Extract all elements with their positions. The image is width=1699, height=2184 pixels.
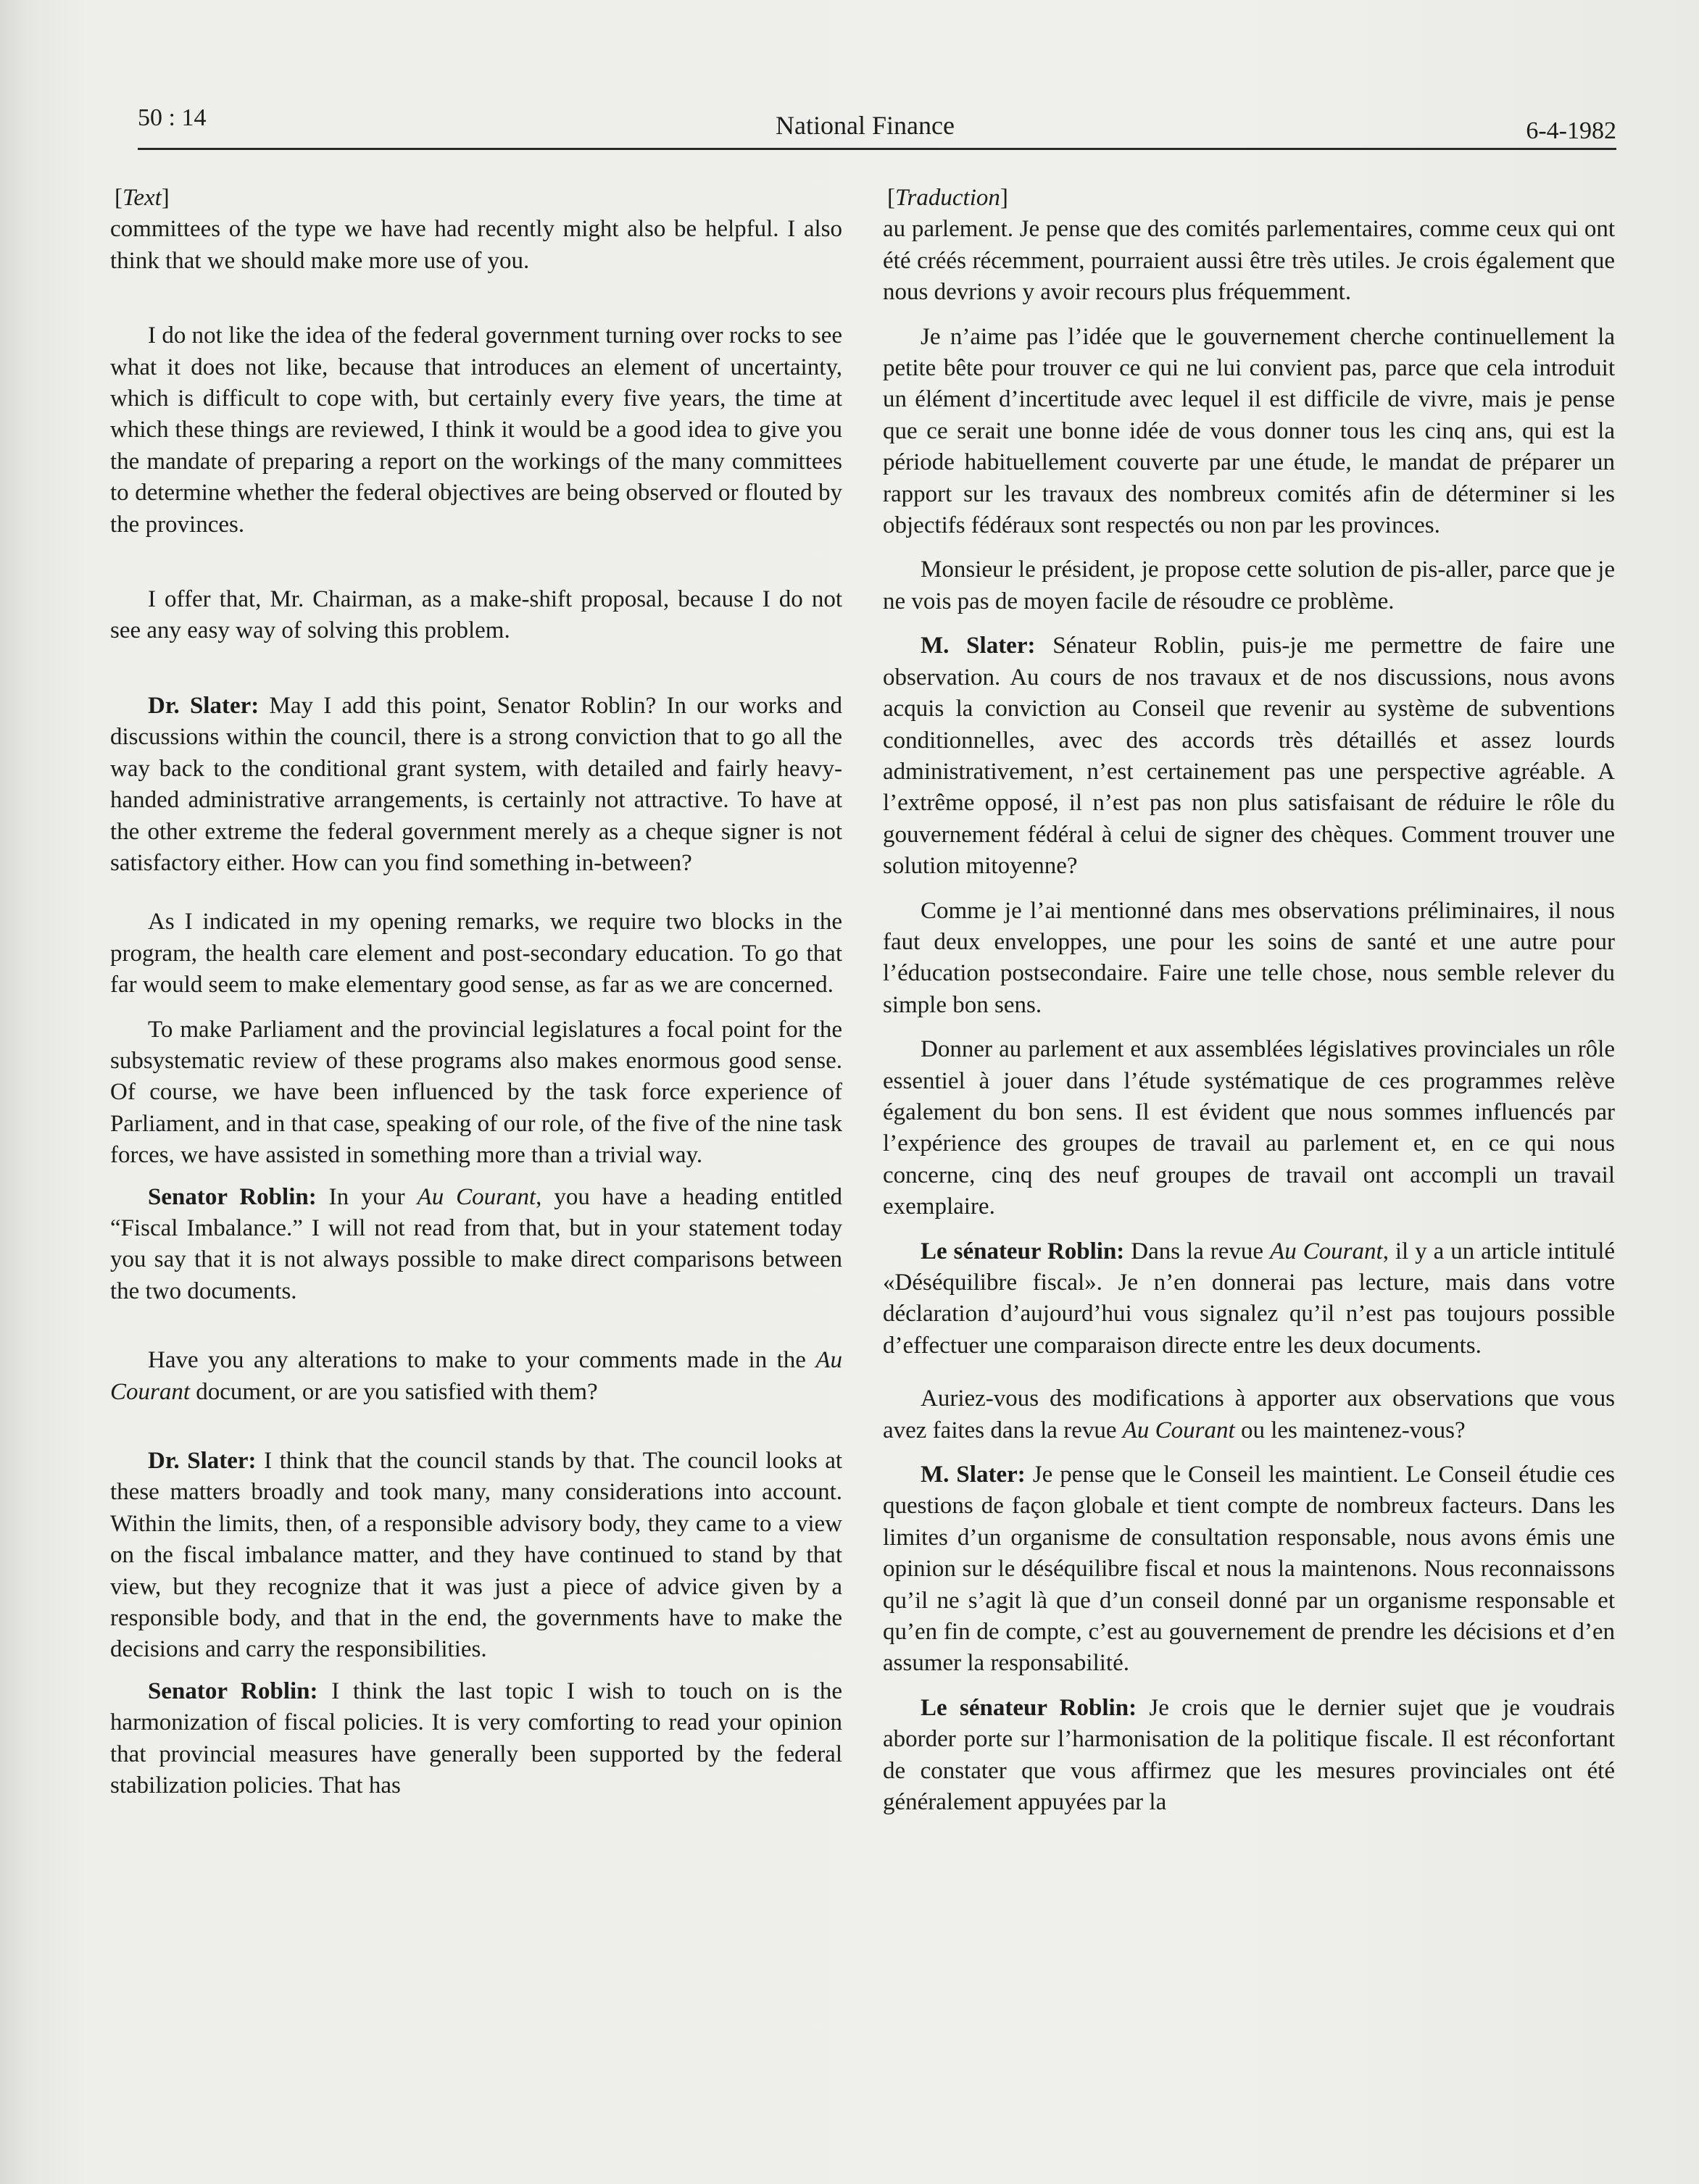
french-column [883,183,1615,1819]
publication-name: Au Courant [417,1183,536,1210]
speech-text: Je pense que le Conseil les maintient. Le Conseil étudie ces questions de façon globale et tient compte de nombreux facteurs. Dans les limites d’un organisme de consultation responsable, nous avons émis une opinion sur le déséquilibre fiscal et nous la maintenons. Nous reconnaissons qu’il ne s’agit là que d’un conseil donné par un organisme responsable et qu’en fin de compte, c’est au gouvernement de prendre les décisions et d’en assumer la responsabilité. [883,1462,1615,1677]
publication-name: Au Courant [1270,1238,1383,1264]
page-date: 6-4-1982 [1526,117,1616,144]
speech-text: I think that the council stands by that. The council looks at these matters broadly and took many, many considerations into account. Within the limits, then, of a responsible advisory body, they came to a view on the fiscal imbalance matter, and they have continued to stand by that view, but they recognize that it was just a piece of advice given by a responsible body, and that in the end, the governments have to make the decisions and carry the responsibilities. [110,1448,843,1663]
paragraph [110,691,842,879]
paragraph [110,1182,842,1308]
speech-pre: In your [328,1183,405,1210]
paragraph [110,1676,842,1802]
paragraph: Monsieur le président, je propose cette solution de pis-aller, parce que je ne vois pas de moyen facile de résoudre ce problème. [883,557,1615,614]
publication-title: National Finance [776,111,955,140]
paragraph: au parlement. Je pense que des comités parlementaires, comme ceux qui ont été créés récemment, pourraient aussi être très utiles. Je crois également que nous devrions y avoir recours plus fréquemment. [883,216,1615,306]
paragraph: As I indicated in my opening remarks, we require two blocks in the program, the health care element and post-secondary education. To go that far would seem to make elementary good sense, as far as we are concerned. [110,909,842,999]
speech-pre: Have you any alterations to make to your comments made in the [148,1347,806,1374]
speaker-name: Dr. Slater: [148,1448,257,1474]
speech-text: ou les maintenez-vous? [1240,1417,1466,1443]
page-header [138,101,1616,145]
paragraph: Donner au parlement et aux assemblées législatives provinciales un rôle essentiel à jouer dans l’étude systématique de ces programmes relève également du bon sens. Il est évident que nous sommes influencés par l’expérience des groupes de travail au parlement et, en ce qui nous concerne, cinq des neuf groupes de travail ont accompli un travail exemplaire. [883,1036,1615,1220]
speech-pre: Dans la revue [1131,1238,1264,1264]
speech-text: I think the last topic I wish to touch on is the harmonization of fiscal policies. It is very comforting to read your opinion that provincial measures have generally been supported by the federal stabilization policies. That has [110,1677,843,1799]
speech-text: May I add this point, Senator Roblin? In our works and discussions within the council, there is a strong conviction that to go all the way back to the conditional grant system, with detailed and fairly heavy-handed administrative arrangements, is certainly not attractive. To have at the other extreme the federal government merely as a cheque signer is not satisfactory either. How can you find something in-between? [110,692,843,876]
page-reference: 50 : 14 [138,104,207,131]
speaker-name: Dr. Slater: [148,692,259,719]
paragraph: Comme je l’ai mentionné dans mes observations préliminaires, il nous faut deux enveloppes, une pour les soins de santé et une autre pour l’éducation postsecondaire. Faire une telle chose, nous semble relever du simple bon sens. [883,897,1615,1018]
paragraph: committees of the type we have had recently might also be helpful. I also think that we should make more use of you. [110,216,842,274]
publication-name: Au Courant [110,1347,842,1405]
paragraph [110,1345,842,1408]
column-label: [Traduction] [887,185,1008,211]
column-label: [Text] [115,185,170,211]
header-rule [138,148,1616,150]
speech-pre: Auriez-vous des modifications à apporter aux observations que vous avez faites dans la revue [883,1385,1615,1443]
speaker-name: M. Slater: [921,633,1036,659]
speaker-name: Le sénateur Roblin: [921,1238,1125,1264]
speaker-name: Senator Roblin: [148,1677,318,1704]
speech-text: Je crois que le dernier sujet que je voudrais aborder porte sur l’harmonisation de la politique fiscale. Il est réconfortant de constater que vous affirmez que les mesures provinciales ont été généralement appuyées par la [883,1694,1615,1816]
paragraph [110,1446,842,1666]
publication-name: Au Courant [1122,1417,1235,1443]
paragraph: I offer that, Mr. Chairman, as a make-shift proposal, because I do not see any easy way of solving this problem. [110,586,842,644]
speaker-name: Senator Roblin: [148,1183,317,1210]
paragraph: To make Parliament and the provincial legislatures a focal point for the subsystematic review of these programs also makes enormous good sense. Of course, we have been influenced by the task force experience of Parliament, and in that case, speaking of our role, of the five of the nine task forces, we have assisted in something more than a trivial way. [110,1016,842,1169]
paragraph: I do not like the idea of the federal government turning over rocks to see what it does not like, because that introduces an element of uncertainty, which is difficult to cope with, but certainly every five years, the time at which these things are reviewed, I think it would be a good idea to give you the mandate of preparing a report on the workings of the many committees to determine whether the federal objectives are being observed or flouted by the provinces. [110,322,842,538]
paragraph: Je n’aime pas l’idée que le gouvernement cherche continuellement la petite bête pour trouver ce qui ne lui convient pas, parce que cela introduit un élément d’incertitude avec lequel il est difficile de vivre, mais je pense que ce serait une bonne idée de vous donner tous les cinq ans, qui est la période habituellement couverte par une étude, le mandat de préparer un rapport sur les travaux des nombreux comités afin de déterminer si les objectifs fédéraux sont respectés ou non par les provinces. [883,323,1615,539]
paragraph [883,1236,1615,1362]
paragraph [883,1383,1615,1446]
speech-text: , il y a un article intitulé «Déséquilibre fiscal». Je n’en donnerai pas lecture, mais dans votre déclaration d’aujourd’hui vous signalez qu’il n’est pas toujours possible d’effectuer une comparaison directe entre les deux documents. [883,1238,1616,1359]
paragraph [883,1693,1615,1819]
paragraph [883,630,1615,882]
english-column [110,183,842,1801]
speech-text: document, or are you satisfied with them? [196,1378,598,1405]
speaker-name: Le sénateur Roblin: [921,1694,1137,1721]
paragraph [883,1459,1615,1680]
speaker-name: M. Slater: [921,1462,1026,1488]
speech-text: , you have a heading entitled “Fiscal Imbalance.” I will not read from that, but in your statement today you say that it is not always possible to make direct comparisons between the two documents. [110,1183,843,1304]
speech-text: Sénateur Roblin, puis-je me permettre de faire une observation. Au cours de nos travaux et de nos discussions, nous avons acquis la conviction au Conseil que revenir au système de subventions conditionnelles, avec des accords très détaillés et assez lourds administrativement, n’est certainement pas une perspective agréable. A l’extrême opposé, il n’est pas non plus satisfaisant de réduire le rôle du gouvernement fédéral à celui de signer des chèques. Comment trouver une solution mitoyenne? [883,633,1615,880]
